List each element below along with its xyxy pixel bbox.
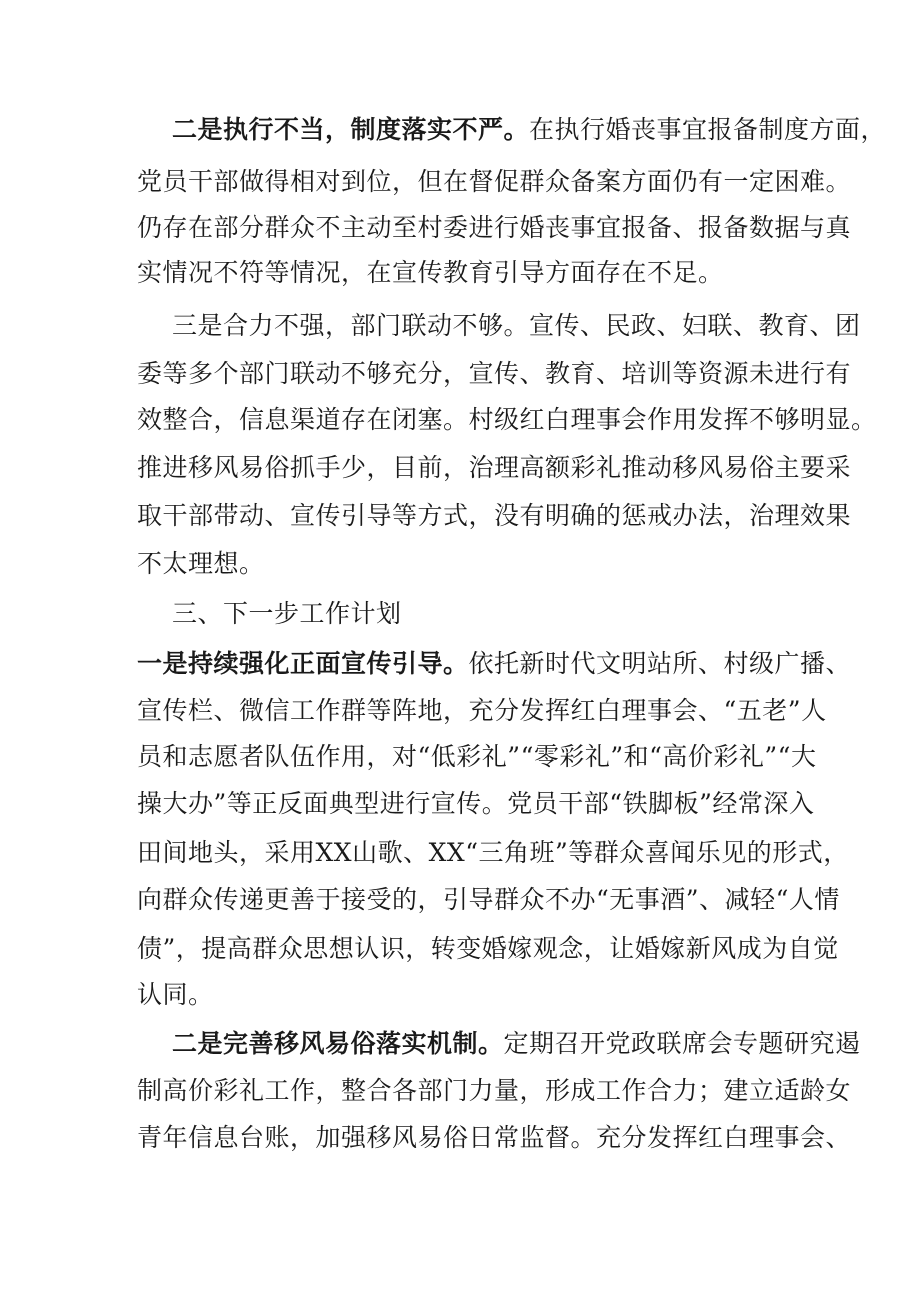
paragraph-2-line-2: 委等多个部门联动不够充分，宣传、教育、培训等资源未进行有	[137, 359, 852, 388]
paragraph-2-line-3: 效整合，信息渠道存在闭塞。村级红白理事会作用发挥不够明显。	[137, 405, 877, 434]
paragraph-3-line-5: 田间地头，采用XX山歌、XX“三角班”等群众喜闻乐见的形式，	[137, 838, 849, 867]
section-heading: 三、下一步工作计划	[172, 599, 402, 628]
paragraph-2-line-1: 三是合力不强，部门联动不够。宣传、民政、妇联、教育、团	[172, 311, 861, 340]
paragraph-1-line-3: 仍存在部分群众不主动至村委进行婚丧事宜报备、报备数据与真	[137, 213, 852, 242]
paragraph-3-line-2: 宣传栏、微信工作群等阵地，充分发挥红白理事会、“五老”人	[137, 696, 827, 725]
paragraph-3-lead: 一是持续强化正面宣传引导。	[137, 649, 469, 678]
paragraph-1-text: 在执行婚丧事宜报备制度方面，	[529, 115, 887, 144]
paragraph-2-line-5: 取干部带动、宣传引导等方式，没有明确的惩戒办法，治理效果	[137, 501, 852, 530]
paragraph-3-line-1	[137, 641, 852, 687]
paragraph-4-line-2: 制高价彩礼工作，整合各部门力量，形成工作合力；建立适龄女	[137, 1076, 852, 1105]
paragraph-3-line-7: 债”，提高群众思想认识，转变婚嫁观念，让婚嫁新风成为自觉	[137, 934, 839, 963]
paragraph-3-line-4: 操大办”等正反面典型进行宣传。党员干部“铁脚板”经常深入	[137, 789, 815, 818]
paragraph-4-line-3: 青年信息台账，加强移风易俗日常监督。充分发挥红白理事会、	[137, 1123, 852, 1152]
paragraph-2-line-6: 不太理想。	[137, 549, 265, 578]
paragraph-1-line-1	[172, 107, 887, 153]
paragraph-3-line-6: 向群众传递更善于接受的，引导群众不办“无事酒”、减轻“人情	[137, 885, 840, 914]
paragraph-1-line-4: 实情况不符等情况，在宣传教育引导方面存在不足。	[137, 258, 724, 287]
paragraph-3-text: 依托新时代文明站所、村级广播、	[468, 649, 852, 678]
paragraph-3-line-8: 认同。	[137, 980, 214, 1009]
paragraph-4-text: 定期召开党政联席会专题研究遏	[503, 1029, 861, 1058]
paragraph-4-lead: 二是完善移风易俗落实机制。	[172, 1029, 504, 1058]
paragraph-3-line-3: 员和志愿者队伍作用，对“低彩礼”“零彩礼”和“高价彩礼”“大	[137, 742, 817, 771]
paragraph-2-line-4: 推进移风易俗抓手少，目前，治理高额彩礼推动移风易俗主要采	[137, 453, 852, 482]
paragraph-4-line-1	[172, 1021, 861, 1067]
paragraph-1-lead: 二是执行不当，制度落实不严。	[172, 115, 530, 144]
paragraph-1-line-2: 党员干部做得相对到位，但在督促群众备案方面仍有一定困难。	[137, 167, 852, 196]
